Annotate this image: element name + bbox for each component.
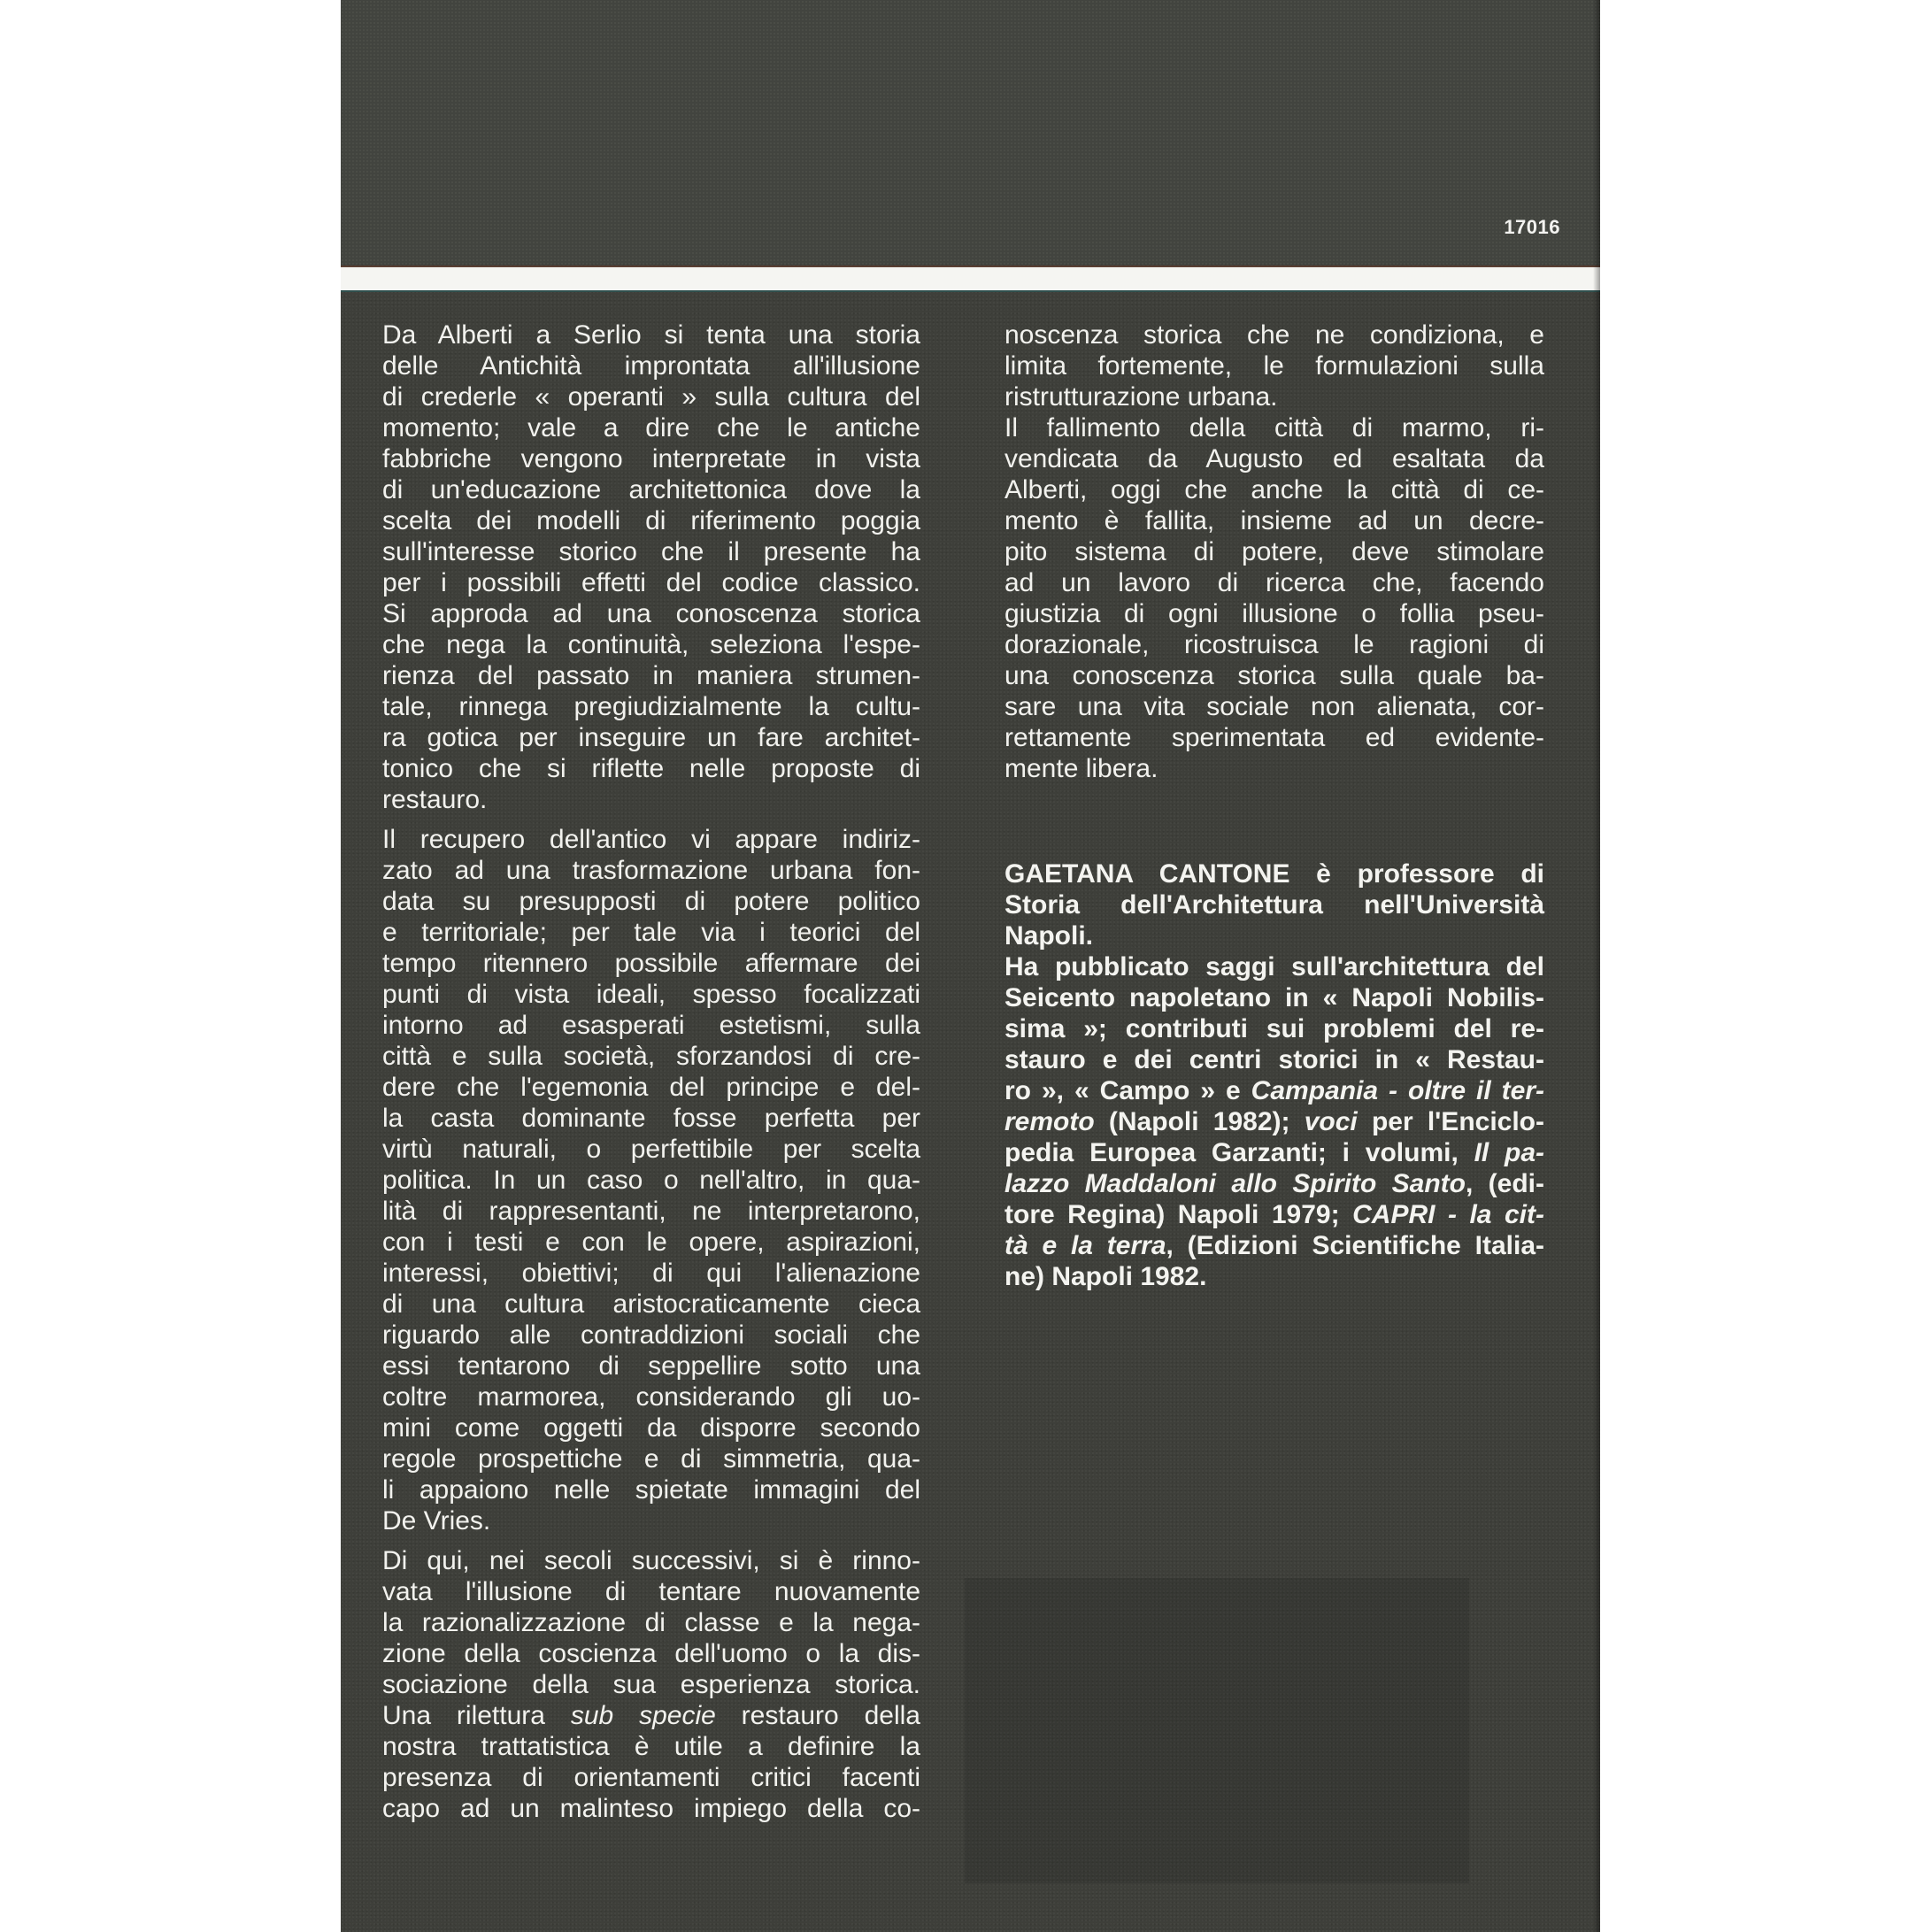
text-line: Di qui, nei secoli successivi, si è rinno- [382,1546,920,1575]
text-line: Una rilettura sub specie restauro della [382,1701,920,1730]
text-line: ra gotica per inseguire un fare architet- [382,723,920,752]
italic-text: Il pa- [1474,1138,1544,1167]
italic-text: tà e la terra [1004,1231,1166,1260]
text-line: pedia Europea Garzanti; i volumi, Il pa- [1004,1138,1544,1167]
essay-right-column [1004,319,1544,784]
text-line: noscenza storica che ne condiziona, e [1004,320,1544,350]
text-line: virtù naturali, o perfettibile per scelta [382,1135,920,1164]
text-line: di un'educazione architettonica dove la [382,475,920,504]
text-line: una conoscenza storica sulla quale ba- [1004,661,1544,690]
essay-left-column [382,319,920,1824]
white-stripe-divider [341,266,1600,292]
text-line: limita fortemente, le formulazioni sulla [1004,351,1544,381]
text-line: intorno ad esasperati estetismi, sulla [382,1011,920,1040]
author-bio [1004,858,1544,1292]
text-line: presenza di orientamenti critici facenti [382,1763,920,1792]
text-line: mente libera. [1004,754,1158,783]
text-line: sare una vita sociale non alienata, cor- [1004,692,1544,721]
text-line: Si approda ad una conoscenza storica [382,599,920,628]
text-line: la casta dominante fosse perfetta per [382,1104,920,1133]
text-line: punti di vista ideali, spesso focalizzati [382,980,920,1009]
cover-top-panel [341,0,1600,265]
text-line: sull'interesse storico che il presente ha [382,537,920,566]
text-line: Alberti, oggi che anche la città di ce- [1004,475,1544,504]
text-line: delle Antichità improntata all'illusione [382,351,920,381]
text-line: rettamente sperimentata ed evidente- [1004,723,1544,752]
text-line: tore Regina) Napoli 1979; CAPRI - la cit- [1004,1200,1544,1229]
text-line: ro », « Campo » e Campania - oltre il ter- [1004,1076,1545,1105]
text-line: nostra trattatistica è utile a definire la [382,1732,920,1761]
text-line: vata l'illusione di tentare nuovamente [382,1577,920,1606]
text-line: Napoli. [1004,921,1094,951]
cover-edge-shadow [1593,0,1600,1932]
text-line: ne) Napoli 1982. [1004,1262,1207,1291]
text-line: riguardo alle contraddizioni sociali che [382,1320,920,1350]
text-line: De Vries. [382,1506,491,1536]
text-line: ristrutturazione urbana. [1004,382,1278,412]
text-line: lità di rappresentanti, ne interpretarono, [382,1197,920,1226]
italic-text: Campania - oltre il ter- [1251,1076,1545,1105]
text-line: ad un lavoro di ricerca che, facendo [1004,568,1544,597]
text-line: tempo ritennero possibile affermare dei [382,949,920,978]
text-line: stauro e dei centri storici in « Restau- [1004,1045,1544,1074]
italic-text: sub specie [570,1701,716,1730]
text-line: città e sulla società, sforzandosi di cre- [382,1042,920,1071]
text-line: Seicento napoletano in « Napoli Nobilis- [1004,983,1544,1012]
text-line: interessi, obiettivi; di qui l'alienazione [382,1258,920,1288]
text-line: GAETANA CANTONE è professore di [1004,859,1544,889]
text-line: coltre marmorea, considerando gli uo- [382,1382,920,1412]
italic-text: lazzo Maddaloni allo Spirito Santo [1004,1169,1466,1198]
text-line: dere che l'egemonia del principe e del- [382,1073,920,1102]
text-line: data su presupposti di potere politico [382,887,920,916]
text-line: sociazione della sua esperienza storica. [382,1670,920,1699]
text-line: Il fallimento della città di marmo, ri- [1004,413,1544,443]
text-line: Il recupero dell'antico vi appare indiriz- [382,825,920,854]
text-line: scelta dei modelli di riferimento poggia [382,506,920,535]
background-shadow [965,1578,1469,1883]
text-line: Storia dell'Architettura nell'Università [1004,890,1544,920]
italic-text: voci [1304,1107,1358,1136]
text-line: tà e la terra, (Edizioni Scientifiche Italia- [1004,1231,1544,1260]
italic-text: CAPRI - la cit- [1352,1200,1544,1229]
text-line: Ha pubblicato saggi sull'architettura del [1004,952,1544,981]
text-line: tonico che si riflette nelle proposte di [382,754,920,783]
text-line: zato ad una trasformazione urbana fon- [382,856,920,885]
paragraph-gap [382,1536,920,1545]
text-line: rienza del passato in maniera strumen- [382,661,920,690]
text-line: la razionalizzazione di classe e la nega- [382,1608,920,1637]
text-line: capo ad un malinteso impiego della co- [382,1794,920,1823]
paragraph-gap [382,815,920,824]
text-line: fabbriche vengono interpretate in vista [382,444,920,473]
text-line: li appaiono nelle spietate immagini del [382,1475,920,1505]
text-line: mini come oggetti da disporre secondo [382,1413,920,1443]
text-line: dorazionale, ricostruisca le ragioni di [1004,630,1544,659]
text-line: pito sistema di potere, deve stimolare [1004,537,1544,566]
text-line: remoto (Napoli 1982); voci per l'Enciclo- [1004,1107,1544,1136]
text-line: zione della coscienza dell'uomo o la dis- [382,1639,920,1668]
text-line: essi tentarono di seppellire sotto una [382,1351,920,1381]
text-line: tale, rinnega pregiudizialmente la cultu- [382,692,920,721]
text-line: di una cultura aristocraticamente cieca [382,1289,920,1319]
text-line: momento; vale a dire che le antiche [382,413,920,443]
text-line: giustizia di ogni illusione o follia pseu- [1004,599,1544,628]
italic-text: remoto [1004,1107,1095,1136]
text-line: restauro. [382,785,488,814]
text-line: Da Alberti a Serlio si tenta una storia [382,320,920,350]
text-line: politica. In un caso o nell'altro, in qua- [382,1166,920,1195]
text-line: per i possibili effetti del codice classico. [382,568,920,597]
book-back-cover [341,0,1600,1932]
text-line: sima »; contributi sui problemi del re- [1004,1014,1544,1043]
text-line: e territoriale; per tale via i teorici del [382,918,920,947]
text-line: mento è fallita, insieme ad un decre- [1004,506,1544,535]
catalog-number: 17016 [1504,216,1560,238]
text-line: lazzo Maddaloni allo Spirito Santo, (edi- [1004,1169,1544,1198]
text-line: vendicata da Augusto ed esaltata da [1004,444,1544,473]
text-line: di crederle « operanti » sulla cultura del [382,382,920,412]
text-line: regole prospettiche e di simmetria, qua- [382,1444,920,1474]
text-line: con i testi e con le opere, aspirazioni, [382,1228,920,1257]
text-line: che nega la continuità, seleziona l'espe- [382,630,920,659]
